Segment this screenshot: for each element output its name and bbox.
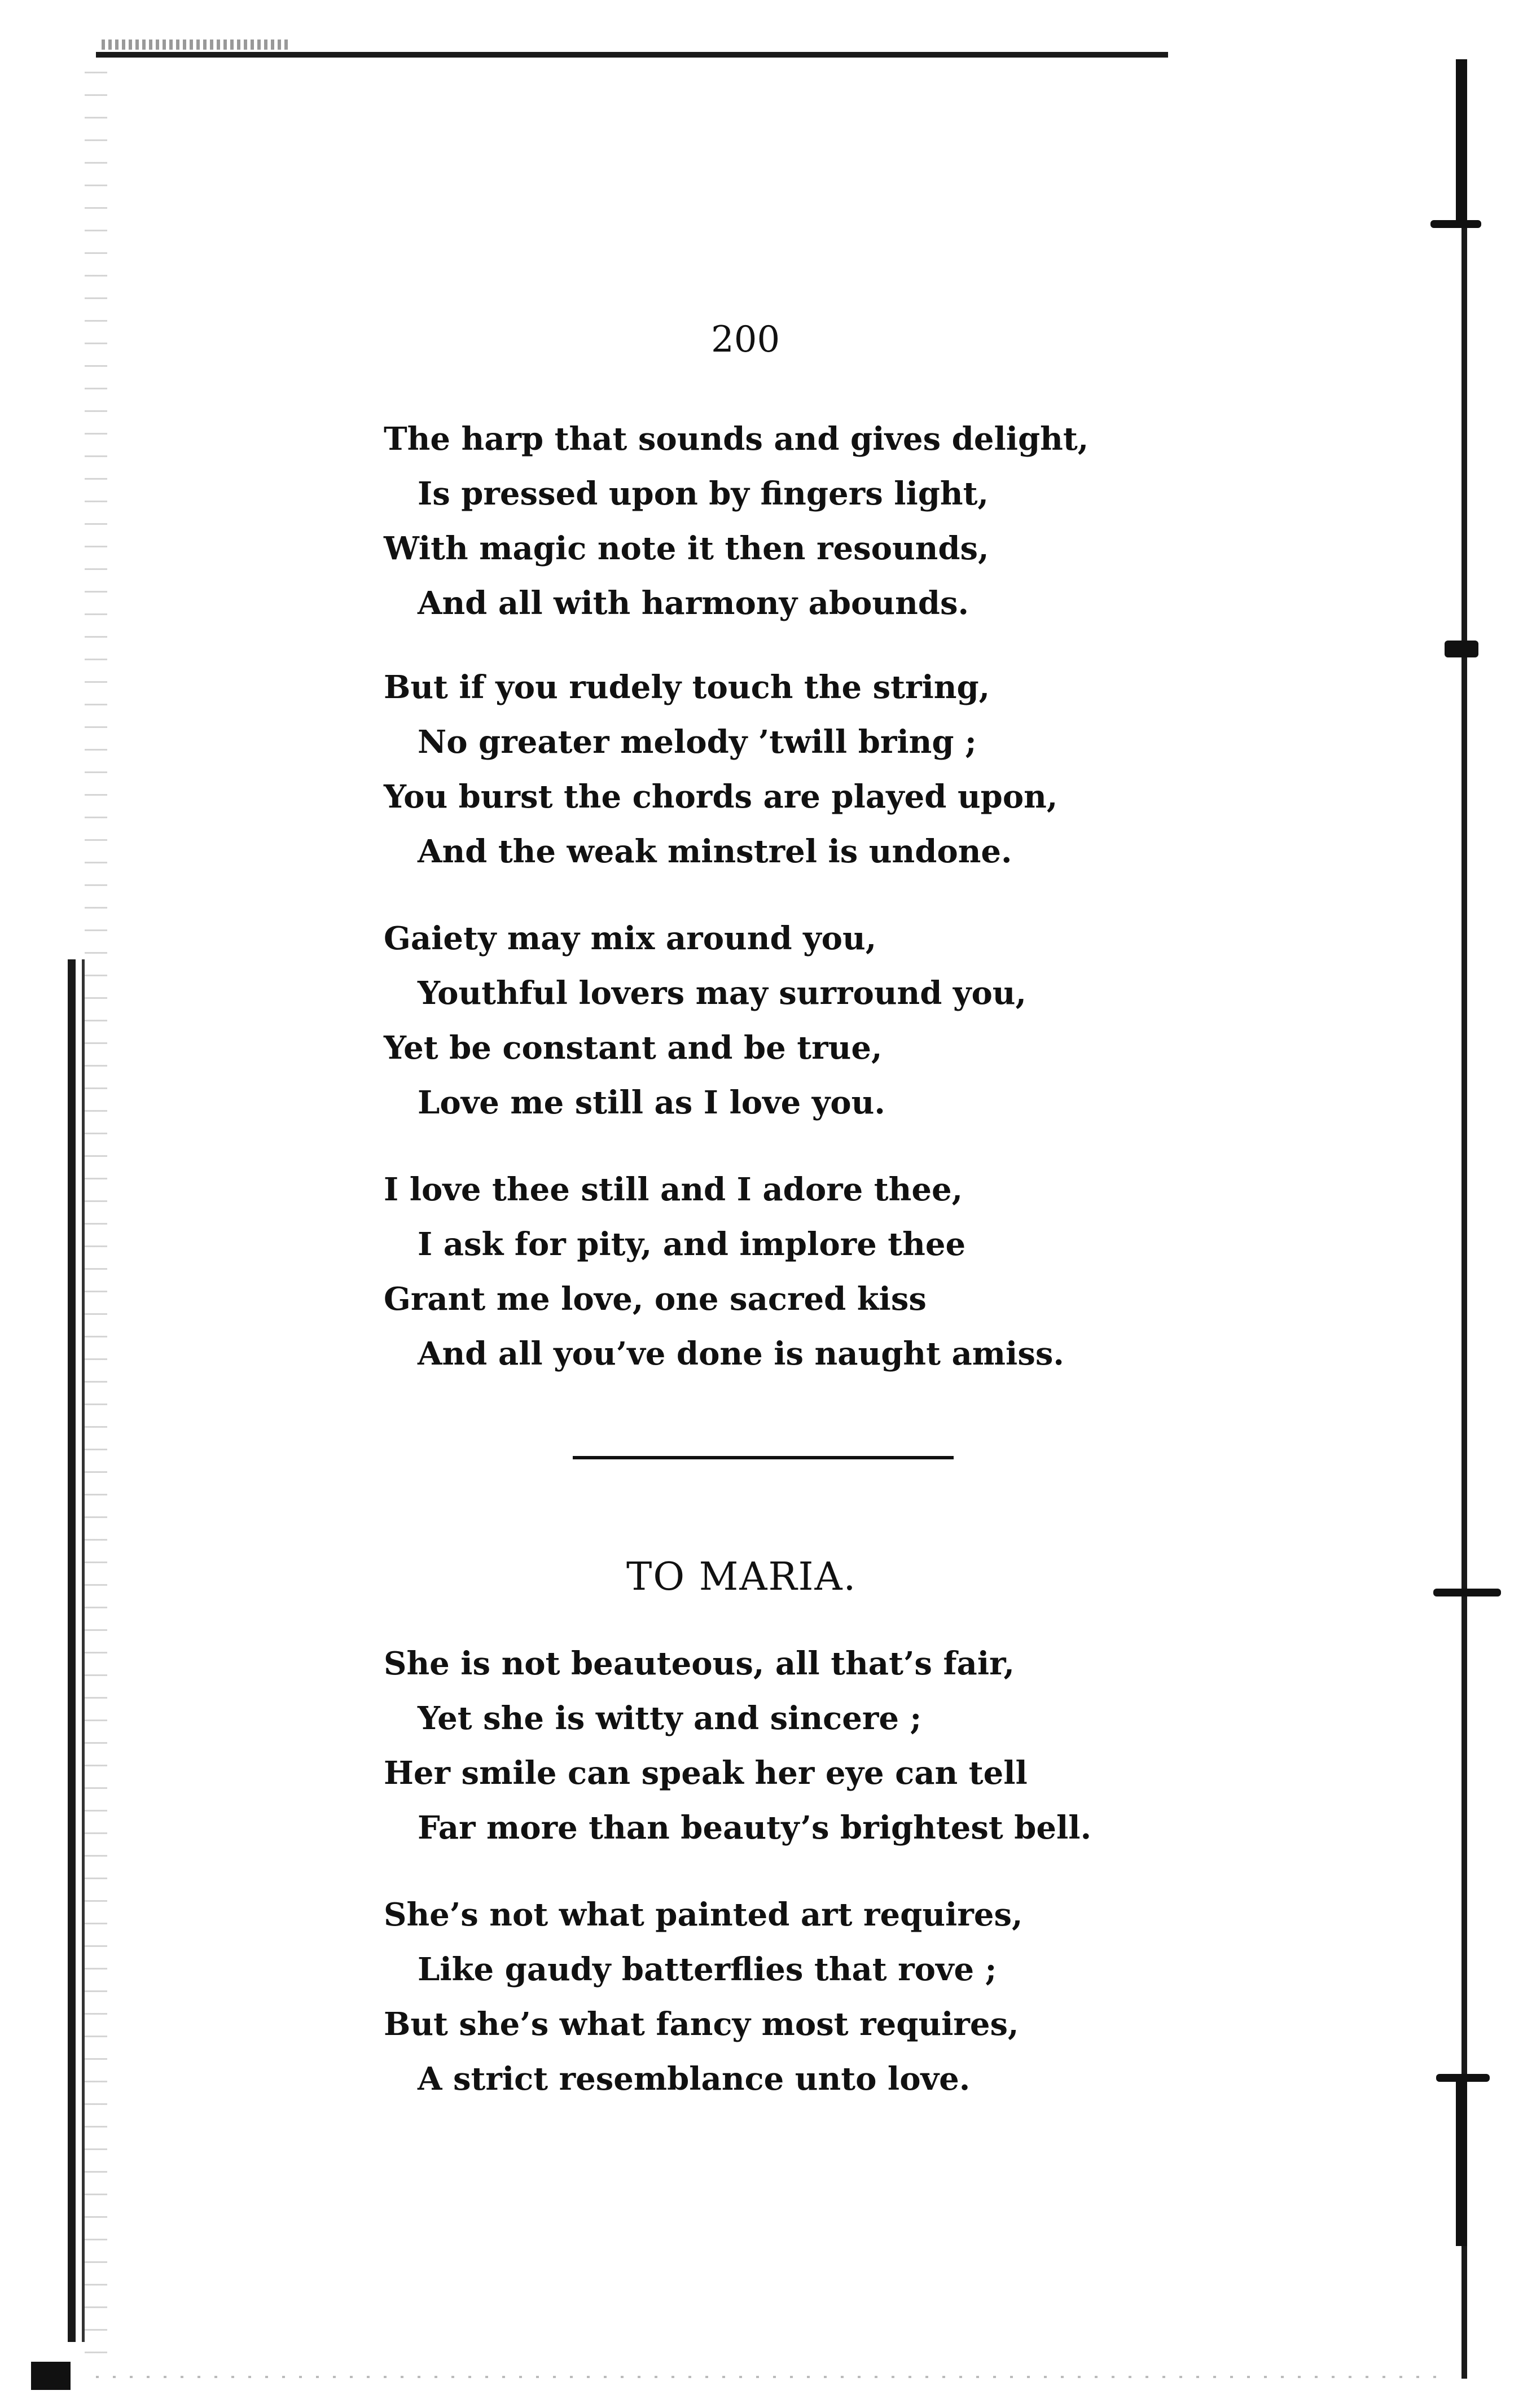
page-number: 200 (711, 319, 780, 361)
verse-line: But if you rudely touch the string, (384, 669, 990, 706)
stanza (384, 660, 1057, 879)
section-divider (573, 1456, 954, 1459)
scan-noise-left (85, 68, 107, 2353)
verse-line: Grant me love, one sacred kiss (384, 1280, 927, 1318)
stanza (384, 911, 1026, 1130)
verse-line: Youthful lovers may surround you, (418, 975, 1027, 1012)
verse-line: Yet be constant and be true, (384, 1029, 883, 1067)
verse-line: Is pressed upon by fingers light, (418, 475, 989, 512)
verse-line: A strict resemblance unto love. (418, 2060, 971, 2098)
binding-knot (1430, 220, 1481, 228)
verse-line: She is not beauteous, all that’s fair, (384, 1645, 1015, 1682)
verse-line: Love me still as I love you. (418, 1084, 885, 1121)
poem-title: TO MARIA. (626, 1555, 857, 1599)
page-top-edge (96, 52, 1168, 58)
stanza (384, 1888, 1022, 2107)
binding-thread-top (1456, 59, 1467, 223)
verse-line: And all you’ve done is naught amiss. (418, 1335, 1064, 1372)
scan-noise-top (102, 40, 288, 50)
scan-corner-mark (31, 2362, 71, 2390)
verse-line: Far more than beauty’s brightest bell. (418, 1809, 1092, 1846)
verse-line: Yet she is witty and sincere ; (418, 1700, 922, 1737)
verse-line: Her smile can speak her eye can tell (384, 1755, 1028, 1792)
binding-thread (1461, 59, 1467, 2379)
binding-knot (1433, 1589, 1501, 1596)
scan-noise-bottom (96, 2376, 1439, 2378)
binding-knot (1436, 2074, 1490, 2082)
stanza (384, 1637, 1091, 1856)
verse-line: Like gaudy batterflies that rove ; (418, 1951, 997, 1988)
stanza (384, 412, 1089, 631)
verse-line: The harp that sounds and gives delight, (384, 420, 1089, 458)
stanza (384, 1163, 1064, 1381)
verse-line: And the weak minstrel is undone. (418, 833, 1012, 870)
verse-line: But she’s what fancy most requires, (384, 2006, 1019, 2043)
verse-line: She’s not what painted art requires, (384, 1896, 1023, 1933)
verse-line: Gaiety may mix around you, (384, 920, 877, 957)
page-left-edge-inner (82, 959, 85, 2342)
verse-line: You burst the chords are played upon, (384, 778, 1058, 815)
verse-line: No greater melody ’twill bring ; (418, 723, 977, 761)
binding-thread-bottom (1456, 2077, 1467, 2246)
page-left-edge (68, 959, 76, 2342)
verse-line: I love thee still and I adore thee, (384, 1171, 963, 1208)
verse-line: With magic note it then resounds, (384, 530, 989, 567)
binding-knot (1445, 641, 1478, 657)
verse-line: And all with harmony abounds. (418, 585, 969, 622)
verse-line: I ask for pity, and implore thee (418, 1226, 966, 1263)
